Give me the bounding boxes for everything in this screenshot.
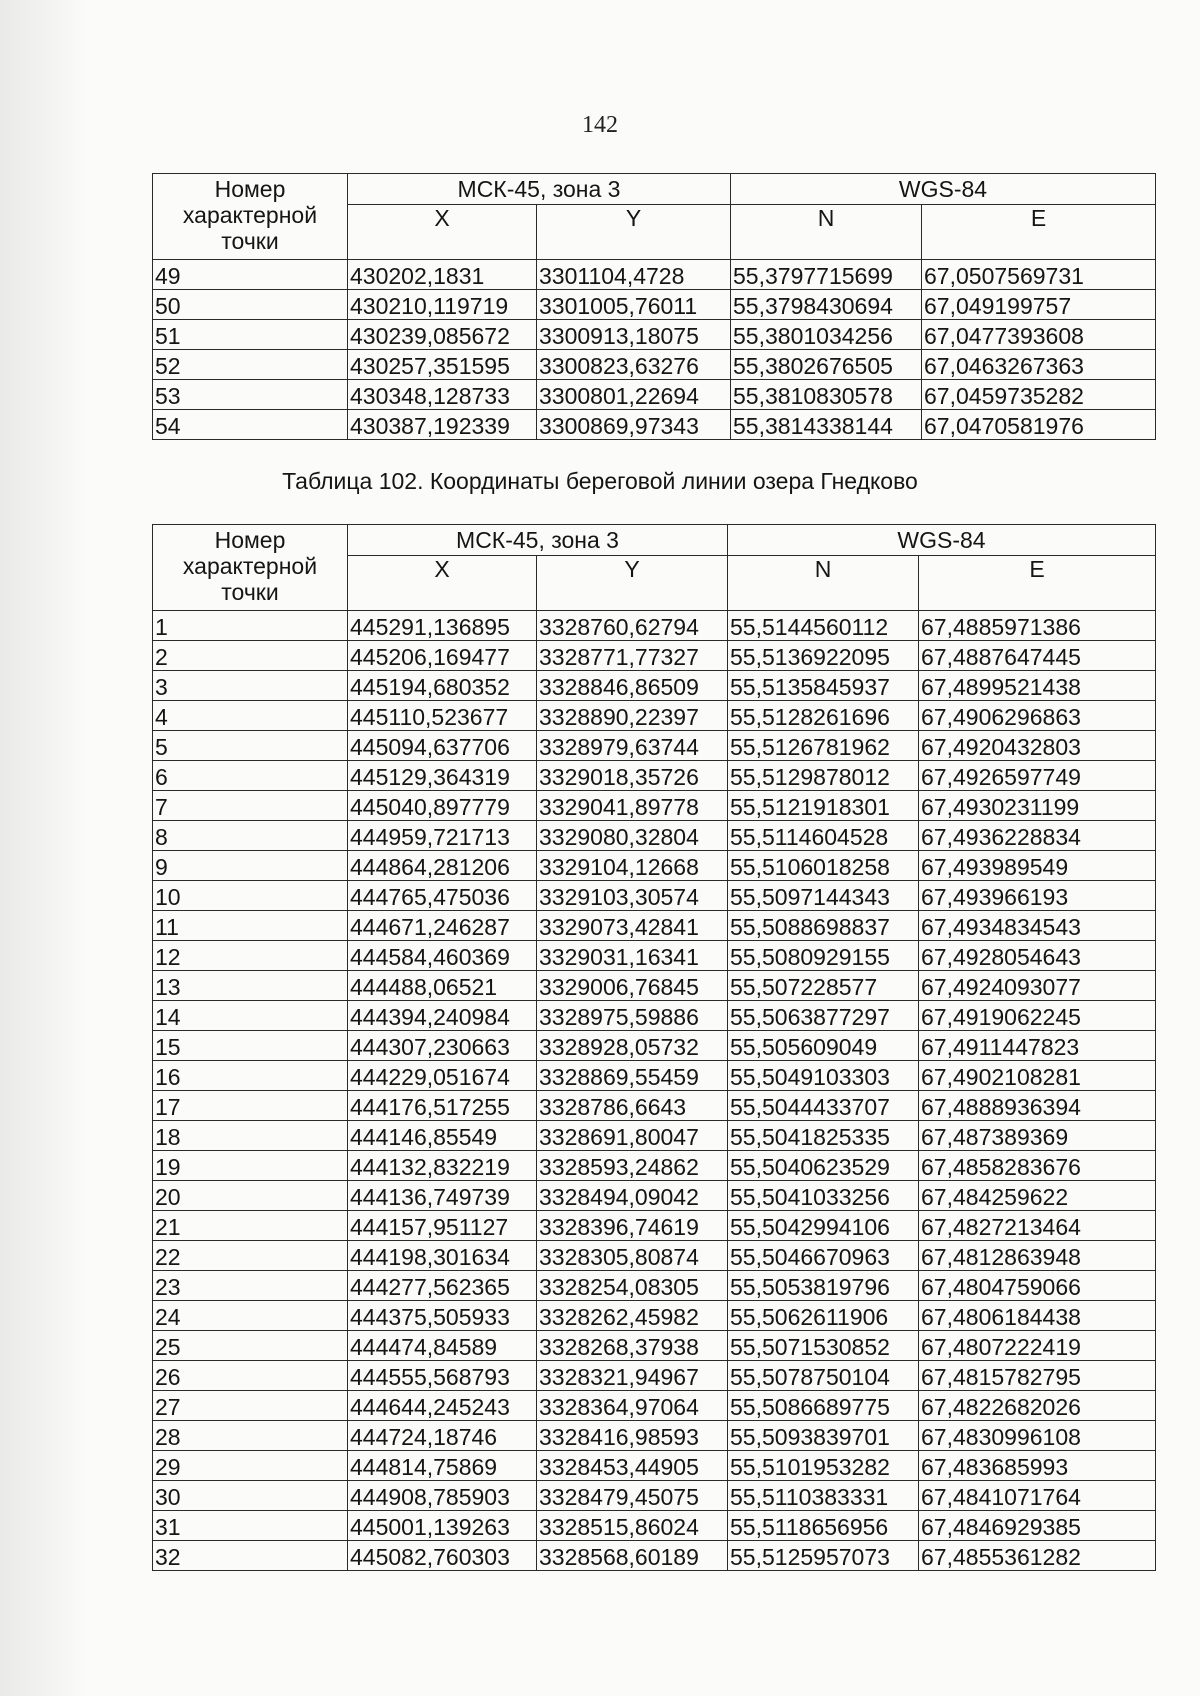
x-cell: 444864,281206 [348,851,537,881]
x-cell: 444277,562365 [348,1271,537,1301]
x-cell: 444908,785903 [348,1481,537,1511]
n-cell: 55,5088698837 [728,911,919,941]
x-cell: 444555,568793 [348,1361,537,1391]
shoreline-coordinates-table [152,524,1156,1571]
n-cell: 55,3802676505 [731,350,922,380]
table-row [153,761,1156,791]
n-column-header: N [731,205,922,260]
y-cell: 3300823,63276 [537,350,731,380]
n-cell: 55,5093839701 [728,1421,919,1451]
y-cell: 3328760,62794 [537,611,728,641]
point-number-cell: 32 [153,1541,348,1571]
table-row [153,821,1156,851]
y-cell: 3328869,55459 [537,1061,728,1091]
x-cell: 430202,1831 [348,260,537,290]
y-cell: 3328691,80047 [537,1121,728,1151]
x-cell: 444474,84589 [348,1331,537,1361]
point-number-cell: 6 [153,761,348,791]
table-row [153,1301,1156,1331]
point-number-header: Номер характерной точки [153,525,348,611]
n-cell: 55,5118656956 [728,1511,919,1541]
table-row [153,290,1156,320]
point-number-cell: 16 [153,1061,348,1091]
point-number-cell: 1 [153,611,348,641]
table-row [153,1331,1156,1361]
n-cell: 55,5062611906 [728,1301,919,1331]
n-cell: 55,5110383331 [728,1481,919,1511]
x-cell: 444814,75869 [348,1451,537,1481]
table-row [153,1061,1156,1091]
e-cell: 67,4830996108 [919,1421,1156,1451]
point-number-cell: 31 [153,1511,348,1541]
n-cell: 55,5046670963 [728,1241,919,1271]
n-cell: 55,5063877297 [728,1001,919,1031]
point-number-cell: 28 [153,1421,348,1451]
y-cell: 3329073,42841 [537,911,728,941]
x-cell: 444146,85549 [348,1121,537,1151]
table-row [153,350,1156,380]
x-cell: 445110,523677 [348,701,537,731]
y-column-header: Y [537,556,728,611]
y-cell: 3300801,22694 [537,380,731,410]
point-number-cell: 14 [153,1001,348,1031]
table-row [153,1151,1156,1181]
table-row [153,671,1156,701]
y-cell: 3328568,60189 [537,1541,728,1571]
y-cell: 3328416,98593 [537,1421,728,1451]
point-number-cell: 12 [153,941,348,971]
x-cell: 444229,051674 [348,1061,537,1091]
x-cell: 444136,749739 [348,1181,537,1211]
y-cell: 3328262,45982 [537,1301,728,1331]
y-cell: 3329006,76845 [537,971,728,1001]
n-cell: 55,5044433707 [728,1091,919,1121]
y-cell: 3328494,09042 [537,1181,728,1211]
y-column-header: Y [537,205,731,260]
n-cell: 55,5114604528 [728,821,919,851]
e-cell: 67,0477393608 [922,320,1156,350]
n-cell: 55,5128261696 [728,701,919,731]
n-cell: 55,5041825335 [728,1121,919,1151]
page-number: 142 [582,112,618,138]
table-row [153,260,1156,290]
y-cell: 3300913,18075 [537,320,731,350]
n-cell: 55,3797715699 [731,260,922,290]
point-number-cell: 21 [153,1211,348,1241]
y-cell: 3329018,35726 [537,761,728,791]
y-cell: 3329041,89778 [537,791,728,821]
x-cell: 445129,364319 [348,761,537,791]
x-cell: 430239,085672 [348,320,537,350]
y-cell: 3328254,08305 [537,1271,728,1301]
e-cell: 67,4920432803 [919,731,1156,761]
point-number-cell: 27 [153,1391,348,1421]
y-cell: 3328268,37938 [537,1331,728,1361]
x-cell: 445194,680352 [348,671,537,701]
x-cell: 444488,06521 [348,971,537,1001]
y-cell: 3329104,12668 [537,851,728,881]
e-column-header: E [919,556,1156,611]
e-cell: 67,4887647445 [919,641,1156,671]
e-column-header: E [922,205,1156,260]
y-cell: 3328453,44905 [537,1451,728,1481]
table-row [153,1541,1156,1571]
e-cell: 67,0507569731 [922,260,1156,290]
x-cell: 444176,517255 [348,1091,537,1121]
y-cell: 3328515,86024 [537,1511,728,1541]
point-number-cell: 3 [153,671,348,701]
x-cell: 444394,240984 [348,1001,537,1031]
table-row [153,1241,1156,1271]
point-number-cell: 26 [153,1361,348,1391]
e-cell: 67,484259622 [919,1181,1156,1211]
e-cell: 67,0470581976 [922,410,1156,440]
point-number-cell: 52 [153,350,348,380]
e-cell: 67,4902108281 [919,1061,1156,1091]
table-row [153,911,1156,941]
table2-body [153,611,1156,1571]
y-cell: 3328396,74619 [537,1211,728,1241]
table-row [153,320,1156,350]
n-cell: 55,3798430694 [731,290,922,320]
x-cell: 444584,460369 [348,941,537,971]
x-cell: 445206,169477 [348,641,537,671]
y-cell: 3328479,45075 [537,1481,728,1511]
table-row [153,1181,1156,1211]
x-cell: 445094,637706 [348,731,537,761]
x-cell: 445082,760303 [348,1541,537,1571]
y-cell: 3328975,59886 [537,1001,728,1031]
point-number-cell: 7 [153,791,348,821]
n-column-header: N [728,556,919,611]
table-row [153,1211,1156,1241]
e-cell: 67,4888936394 [919,1091,1156,1121]
table-row [153,881,1156,911]
y-cell: 3328364,97064 [537,1391,728,1421]
e-cell: 67,4822682026 [919,1391,1156,1421]
e-cell: 67,4827213464 [919,1211,1156,1241]
x-cell: 430387,192339 [348,410,537,440]
e-cell: 67,4928054643 [919,941,1156,971]
point-number-cell: 29 [153,1451,348,1481]
n-cell: 55,5053819796 [728,1271,919,1301]
x-cell: 444375,505933 [348,1301,537,1331]
e-cell: 67,4846929385 [919,1511,1156,1541]
e-cell: 67,493966193 [919,881,1156,911]
x-cell: 444644,245243 [348,1391,537,1421]
n-cell: 55,3810830578 [731,380,922,410]
n-cell: 55,5121918301 [728,791,919,821]
y-cell: 3300869,97343 [537,410,731,440]
table-row [153,851,1156,881]
point-number-cell: 13 [153,971,348,1001]
n-cell: 55,5144560112 [728,611,919,641]
y-cell: 3328979,63744 [537,731,728,761]
n-cell: 55,5049103303 [728,1061,919,1091]
table-row [153,380,1156,410]
e-cell: 67,0459735282 [922,380,1156,410]
table-row [153,1451,1156,1481]
wgs84-group-header: WGS-84 [731,174,1156,205]
e-cell: 67,4806184438 [919,1301,1156,1331]
x-cell: 430210,119719 [348,290,537,320]
e-cell: 67,4855361282 [919,1541,1156,1571]
e-cell: 67,4815782795 [919,1361,1156,1391]
point-number-cell: 10 [153,881,348,911]
table-row [153,1421,1156,1451]
n-cell: 55,3801034256 [731,320,922,350]
point-number-header: Номер характерной точки [153,174,348,260]
table-row [153,941,1156,971]
n-cell: 55,5129878012 [728,761,919,791]
y-cell: 3301005,76011 [537,290,731,320]
n-cell: 55,5041033256 [728,1181,919,1211]
y-cell: 3329031,16341 [537,941,728,971]
e-cell: 67,4924093077 [919,971,1156,1001]
e-cell: 67,4934834543 [919,911,1156,941]
point-number-cell: 17 [153,1091,348,1121]
point-number-cell: 23 [153,1271,348,1301]
e-cell: 67,4858283676 [919,1151,1156,1181]
msk45-group-header: МСК-45, зона 3 [348,174,731,205]
x-cell: 444724,18746 [348,1421,537,1451]
n-cell: 55,505609049 [728,1031,919,1061]
x-cell: 444198,301634 [348,1241,537,1271]
point-number-cell: 4 [153,701,348,731]
n-cell: 55,5125957073 [728,1541,919,1571]
n-cell: 55,5136922095 [728,641,919,671]
point-number-cell: 30 [153,1481,348,1511]
table-row [153,1271,1156,1301]
e-cell: 67,493989549 [919,851,1156,881]
x-cell: 444959,721713 [348,821,537,851]
table-row [153,1001,1156,1031]
table-row [153,731,1156,761]
table-row [153,1511,1156,1541]
e-cell: 67,4926597749 [919,761,1156,791]
e-cell: 67,483685993 [919,1451,1156,1481]
x-cell: 444132,832219 [348,1151,537,1181]
table-caption: Таблица 102. Координаты береговой линии озера Гнедково [282,468,918,494]
e-cell: 67,4841071764 [919,1481,1156,1511]
x-column-header: X [348,556,537,611]
x-cell: 444671,246287 [348,911,537,941]
x-cell: 445040,897779 [348,791,537,821]
e-cell: 67,4807222419 [919,1331,1156,1361]
x-cell: 445291,136895 [348,611,537,641]
point-number-cell: 49 [153,260,348,290]
table-row [153,1481,1156,1511]
x-cell: 430257,351595 [348,350,537,380]
point-number-cell: 25 [153,1331,348,1361]
point-number-cell: 19 [153,1151,348,1181]
y-cell: 3328928,05732 [537,1031,728,1061]
point-number-cell: 20 [153,1181,348,1211]
table-row [153,1361,1156,1391]
y-cell: 3328846,86509 [537,671,728,701]
point-number-cell: 22 [153,1241,348,1271]
n-cell: 55,5101953282 [728,1451,919,1481]
e-cell: 67,4919062245 [919,1001,1156,1031]
e-cell: 67,4812863948 [919,1241,1156,1271]
point-number-cell: 18 [153,1121,348,1151]
e-cell: 67,4906296863 [919,701,1156,731]
y-cell: 3328305,80874 [537,1241,728,1271]
n-cell: 55,5078750104 [728,1361,919,1391]
table-row [153,1031,1156,1061]
e-cell: 67,0463267363 [922,350,1156,380]
e-cell: 67,4885971386 [919,611,1156,641]
y-cell: 3328771,77327 [537,641,728,671]
point-number-cell: 50 [153,290,348,320]
n-cell: 55,3814338144 [731,410,922,440]
n-cell: 55,5040623529 [728,1151,919,1181]
e-cell: 67,049199757 [922,290,1156,320]
e-cell: 67,487389369 [919,1121,1156,1151]
point-number-cell: 8 [153,821,348,851]
point-number-cell: 9 [153,851,348,881]
point-number-cell: 15 [153,1031,348,1061]
y-cell: 3328321,94967 [537,1361,728,1391]
n-cell: 55,5086689775 [728,1391,919,1421]
y-cell: 3328593,24862 [537,1151,728,1181]
table-row [153,791,1156,821]
e-cell: 67,4930231199 [919,791,1156,821]
table-row [153,1091,1156,1121]
point-number-cell: 54 [153,410,348,440]
n-cell: 55,5097144343 [728,881,919,911]
n-cell: 55,5126781962 [728,731,919,761]
n-cell: 55,5071530852 [728,1331,919,1361]
y-cell: 3328786,6643 [537,1091,728,1121]
table-row [153,1391,1156,1421]
table-row [153,410,1156,440]
x-column-header: X [348,205,537,260]
y-cell: 3328890,22397 [537,701,728,731]
x-cell: 444307,230663 [348,1031,537,1061]
n-cell: 55,5106018258 [728,851,919,881]
y-cell: 3301104,4728 [537,260,731,290]
n-cell: 55,507228577 [728,971,919,1001]
wgs84-group-header: WGS-84 [728,525,1156,556]
y-cell: 3329080,32804 [537,821,728,851]
table-row [153,971,1156,1001]
n-cell: 55,5135845937 [728,671,919,701]
y-cell: 3329103,30574 [537,881,728,911]
table1-body [153,260,1156,440]
table-row [153,611,1156,641]
point-number-cell: 5 [153,731,348,761]
e-cell: 67,4911447823 [919,1031,1156,1061]
scan-shadow [0,0,90,1696]
e-cell: 67,4899521438 [919,671,1156,701]
point-number-cell: 11 [153,911,348,941]
msk45-group-header: МСК-45, зона 3 [348,525,728,556]
e-cell: 67,4936228834 [919,821,1156,851]
x-cell: 444157,951127 [348,1211,537,1241]
point-number-cell: 51 [153,320,348,350]
e-cell: 67,4804759066 [919,1271,1156,1301]
n-cell: 55,5080929155 [728,941,919,971]
x-cell: 444765,475036 [348,881,537,911]
coordinates-table-continued [152,173,1156,440]
point-number-cell: 2 [153,641,348,671]
point-number-cell: 53 [153,380,348,410]
x-cell: 430348,128733 [348,380,537,410]
table-row [153,701,1156,731]
n-cell: 55,5042994106 [728,1211,919,1241]
table-row [153,1121,1156,1151]
x-cell: 445001,139263 [348,1511,537,1541]
point-number-cell: 24 [153,1301,348,1331]
table-row [153,641,1156,671]
